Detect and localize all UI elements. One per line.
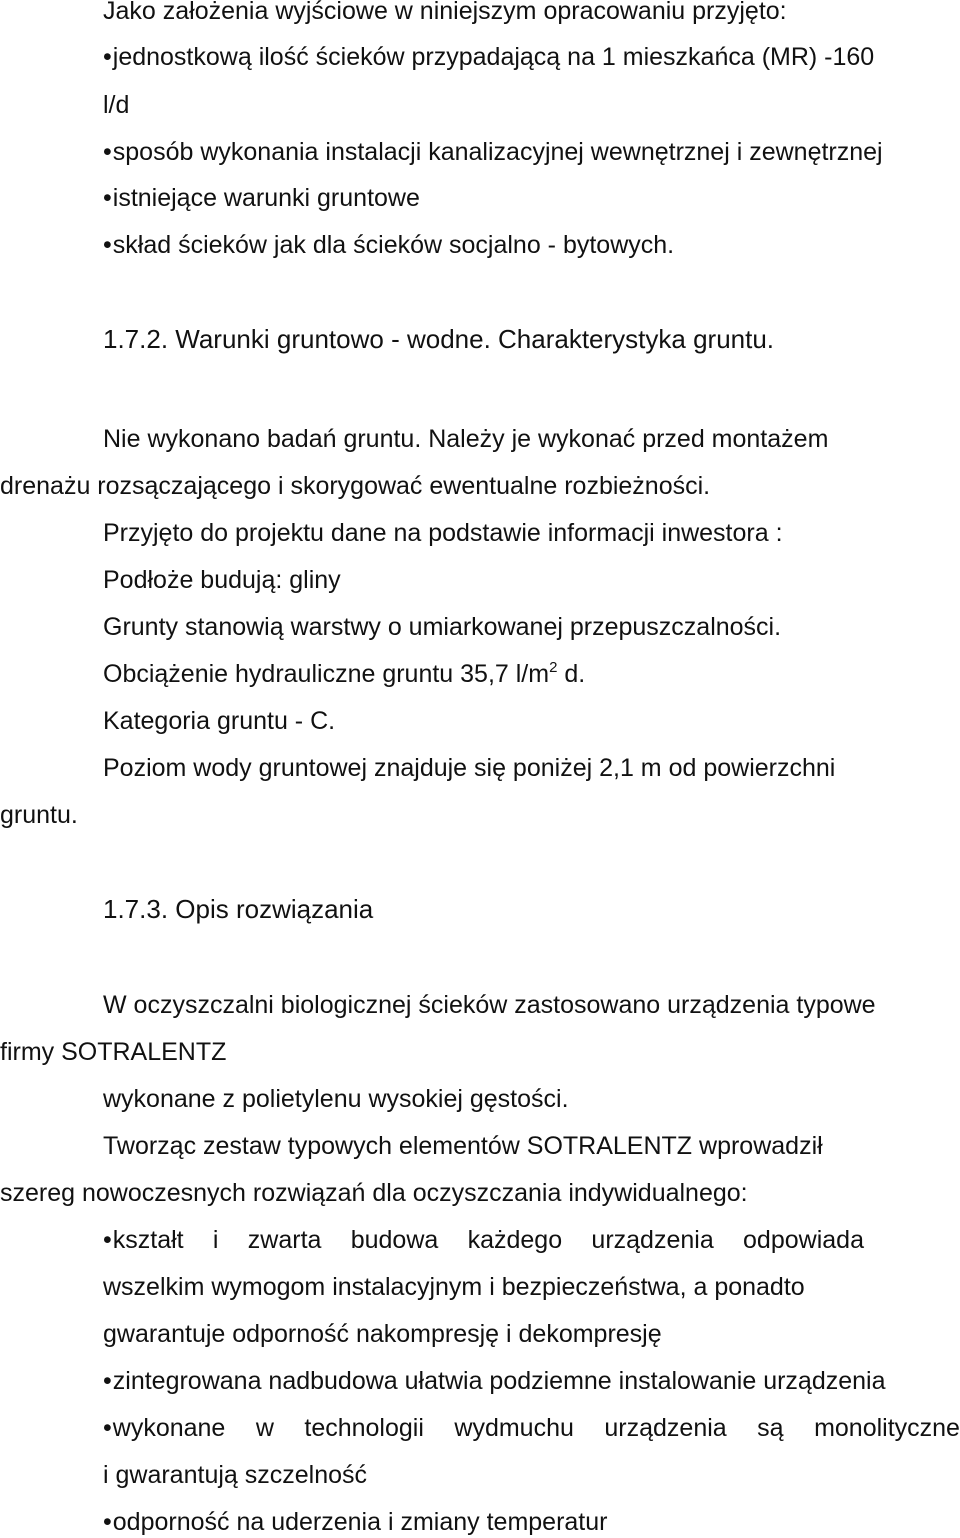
bullet-item-1: •jednostkową ilość ścieków przypadającą na 1 mieszkańca (MR) -160: [103, 43, 875, 71]
justified-word: odpowiada: [743, 1226, 864, 1254]
justified-word: urządzenia: [591, 1226, 714, 1254]
paragraph-line: wykonane z polietylenu wysokiej gęstości.: [103, 1085, 569, 1113]
bullet-item-resistance: •odporność na uderzenia i zmiany temperatur: [103, 1508, 608, 1536]
paragraph-line: Przyjęto do projektu dane na podstawie informacji inwestora :: [103, 519, 783, 547]
bullet-icon: •: [103, 138, 112, 166]
paragraph-line: wszelkim wymogom instalacyjnym i bezpieczeństwa, a ponadto: [103, 1273, 805, 1301]
bullet-item-1-cont: l/d: [103, 91, 130, 119]
paragraph-line: szereg nowoczesnych rozwiązań dla oczyszczania indywidualnego:: [0, 1179, 748, 1207]
section-heading-173: 1.7.3. Opis rozwiązania: [103, 894, 374, 924]
paragraph-line: firmy SOTRALENTZ: [0, 1038, 227, 1066]
paragraph-line: i gwarantują szczelność: [103, 1461, 368, 1489]
paragraph-line: Grunty stanowią warstwy o umiarkowanej przepuszczalności.: [103, 613, 782, 641]
justified-word: monolityczne: [814, 1414, 960, 1442]
paragraph-line: Nie wykonano badań gruntu. Należy je wykonać przed montażem: [103, 425, 829, 453]
section-heading-172: 1.7.2. Warunki gruntowo - wodne. Charakterystyka gruntu.: [103, 324, 775, 354]
bullet-icon: •: [103, 43, 112, 71]
bullet-icon: •: [103, 1367, 112, 1395]
justified-word: •wykonane: [103, 1414, 226, 1442]
justified-word: w: [255, 1414, 274, 1442]
bullet-icon: •: [103, 1508, 112, 1536]
intro-line: Jako założenia wyjściowe w niniejszym opracowaniu przyjęto:: [103, 0, 787, 25]
justified-word: i: [212, 1226, 219, 1254]
paragraph-line: drenażu rozsączającego i skorygować ewentualne rozbieżności.: [0, 472, 711, 500]
paragraph-line: Podłoże budują: gliny: [103, 566, 341, 594]
justified-word: budowa: [350, 1226, 439, 1254]
justified-word: zwarta: [247, 1226, 322, 1254]
paragraph-line: Obciążenie hydrauliczne gruntu 35,7 $l/m^2$ d.: [103, 659, 586, 688]
paragraph-line: gwarantuje odporność nakompresję i dekompresję: [103, 1320, 662, 1348]
bullet-item-4: •skład ścieków jak dla ścieków socjalno - bytowych.: [103, 231, 675, 259]
paragraph-line: Kategoria gruntu - C.: [103, 707, 336, 735]
bullet-item-technology: [103, 1413, 960, 1443]
justified-word: są: [757, 1414, 784, 1442]
bullet-item-3: •istniejące warunki gruntowe: [103, 184, 420, 212]
bullet-item-superstructure: •zintegrowana nadbudowa ułatwia podziemne instalowanie urządzenia: [103, 1367, 886, 1395]
bullet-icon: •: [103, 231, 112, 259]
paragraph-line: W oczyszczalni biologicznej ścieków zastosowano urządzenia typowe: [103, 991, 876, 1019]
justified-word: technologii: [304, 1414, 424, 1442]
paragraph-line: gruntu.: [0, 801, 78, 829]
bullet-icon: •: [103, 1414, 112, 1442]
paragraph-line: Poziom wody gruntowej znajduje się poniżej 2,1 m od powierzchni: [103, 754, 836, 782]
paragraph-line: Tworząc zestaw typowych elementów SOTRALENTZ wprowadził: [103, 1132, 823, 1160]
bullet-item-design: [103, 1225, 864, 1255]
superscript: 2: [549, 659, 558, 676]
justified-word: wydmuchu: [454, 1414, 574, 1442]
bullet-icon: •: [103, 184, 112, 212]
bullet-icon: •: [103, 1226, 112, 1254]
justified-word: urządzenia: [604, 1414, 727, 1442]
justified-word: każdego: [467, 1226, 563, 1254]
justified-word: •kształt: [103, 1226, 184, 1254]
bullet-item-2: •sposób wykonania instalacji kanalizacyjnej wewnętrznej i zewnętrznej: [103, 138, 883, 166]
